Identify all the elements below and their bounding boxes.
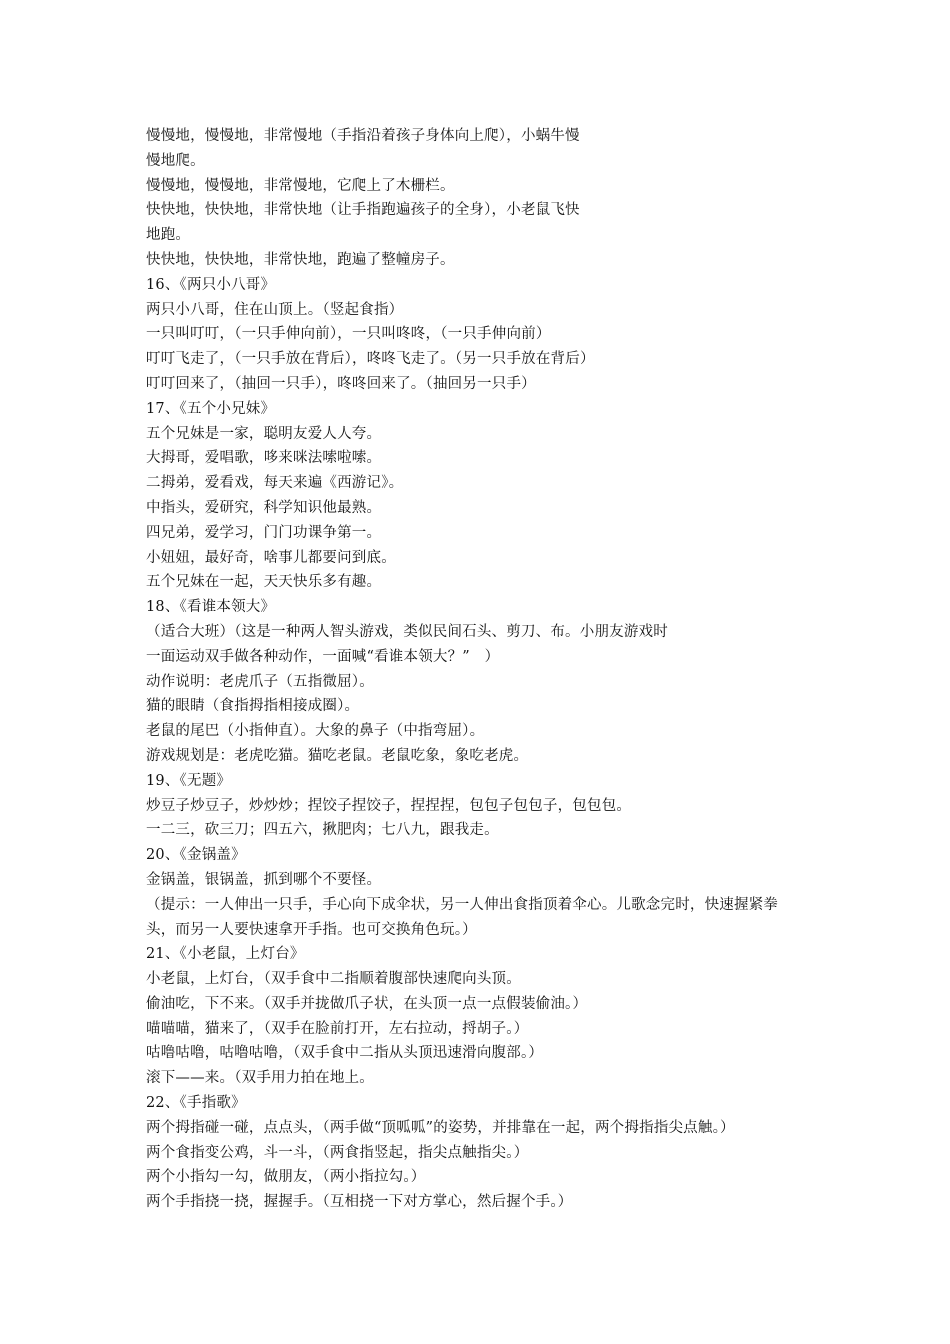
text-line: （适合大班）（这是一种两人智头游戏，类似民间石头、剪刀、布。小朋友游戏时: [146, 623, 668, 640]
text-line: 游戏规划是：老虎吃猫。猫吃老鼠。老鼠吃象，象吃老虎。: [146, 747, 529, 764]
text-line: 叮叮飞走了，（一只手放在背后），咚咚飞走了。（另一只手放在背后）: [146, 351, 595, 368]
text-line: 一二三，砍三刀；四五六，揪肥肉；七八九，跟我走。: [146, 822, 499, 839]
text-line: 老鼠的尾巴（小指伸直）。大象的鼻子（中指弯屈）。: [146, 723, 485, 740]
text-line: 两个食指变公鸡，斗一斗，（两食指竖起，指尖点触指尖。）: [146, 1144, 529, 1161]
text-line: 金锅盖，银锅盖，抓到哪个不要怪。: [146, 871, 382, 888]
text-line: 一只叫叮叮，（一只手伸向前），一只叫咚咚，（一只手伸向前）: [146, 326, 551, 343]
section-heading: 19、《无题》: [146, 772, 232, 789]
text-line: 滚下——来。（双手用力拍在地上。: [146, 1070, 374, 1087]
section-heading: 16、《两只小八哥》: [146, 276, 276, 293]
text-line: 喵喵喵，猫来了，（双手在脸前打开，左右拉动，捋胡子。）: [146, 1020, 529, 1037]
text-line: 炒豆子炒豆子，炒炒炒；捏饺子捏饺子，捏捏捏，包包子包包子，包包包。: [146, 797, 632, 814]
text-line: 快快地，快快地，非常快地，跑遍了整幢房子。: [146, 251, 455, 268]
text-line: 二拇弟，爱看戏，每天来遍《西游记》。: [146, 475, 404, 492]
text-line: 小妞妞，最好奇，啥事儿都要问到底。: [146, 549, 396, 566]
text-line: 一面运动双手做各种动作，一面喊“看谁本领大？” ）: [146, 648, 500, 665]
text-line: 慢地爬。: [146, 152, 205, 169]
section-heading: 20、《金锅盖》: [146, 847, 246, 864]
text-line: 猫的眼睛（食指拇指相接成圈）。: [146, 698, 360, 715]
text-line: （提示：一人伸出一只手，手心向下成伞状，另一人伸出食指顶着伞心。儿歌念完时，快速握紧拳: [146, 896, 779, 913]
text-line: 叮叮回来了，（抽回一只手），咚咚回来了。（抽回另一只手）: [146, 375, 536, 392]
text-line: 两个小指勾一勾，做朋友，（两小指拉勾。）: [146, 1169, 426, 1186]
text-line: 两只小八哥，住在山顶上。（竖起食指）: [146, 301, 404, 318]
text-line: 两个手指挠一挠，握握手。（互相挠一下对方掌心，然后握个手。）: [146, 1194, 573, 1211]
document-page: [146, 124, 826, 1215]
text-line: 大拇哥，爱唱歌，哆来咪法嗦啦嗦。: [146, 450, 382, 467]
text-line: 四兄弟，爱学习，门门功课争第一。: [146, 524, 382, 541]
text-line: 头，而另一人要快速拿开手指。也可交换角色玩。）: [146, 921, 477, 938]
text-line: 快快地，快快地，非常快地（让手指跑遍孩子的全身），小老鼠飞快: [146, 202, 580, 219]
text-line: 偷油吃，下不来。（双手并拢做爪子状，在头顶一点一点假装偷油。）: [146, 995, 588, 1012]
text-line: 五个兄妹是一家，聪明友爱人人夸。: [146, 425, 382, 442]
text-line: 地跑。: [146, 227, 191, 244]
section-heading: 22、《手指歌》: [146, 1095, 246, 1112]
section-heading: 17、《五个小兄妹》: [146, 400, 276, 417]
text-line: 小老鼠，上灯台，（双手食中二指顺着腹部快速爬向头顶。: [146, 971, 521, 988]
section-heading: 21、《小老鼠，上灯台》: [146, 946, 305, 963]
section-heading: 18、《看谁本领大》: [146, 599, 276, 616]
text-line: 慢慢地，慢慢地，非常慢地，它爬上了木栅栏。: [146, 177, 455, 194]
text-line: 中指头，爱研究，科学知识他最熟。: [146, 499, 382, 516]
text-line: 咕噜咕噜，咕噜咕噜，（双手食中二指从头顶迅速滑向腹部。）: [146, 1045, 544, 1062]
text-line: 动作说明：老虎爪子（五指微屈）。: [146, 673, 374, 690]
text-line: 两个拇指碰一碰，点点头，（两手做“顶呱呱”的姿势，并排靠在一起，两个拇指指尖点触。）: [146, 1119, 735, 1136]
text-line: 慢慢地，慢慢地，非常慢地（手指沿着孩子身体向上爬），小蜗牛慢: [146, 128, 580, 144]
text-line: 五个兄妹在一起，天天快乐多有趣。: [146, 574, 382, 591]
